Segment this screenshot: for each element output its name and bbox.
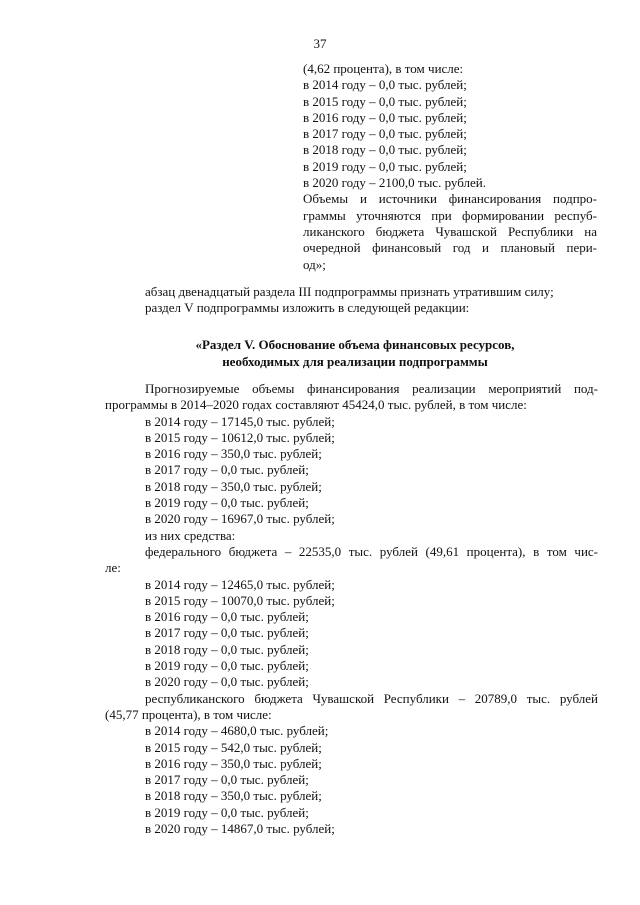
republic-year-line: в 2015 году – 542,0 тыс. рублей;: [145, 739, 322, 755]
amendment-line: абзац двенадцатый раздела III подпрограммы признать утратившим силу;: [145, 284, 554, 299]
republic-year-line: в 2019 году – 0,0 тыс. рублей;: [145, 804, 309, 820]
republic-year-line: в 2014 году – 4680,0 тыс. рублей;: [145, 723, 329, 739]
total-year-line: в 2014 году – 17145,0 тыс. рублей;: [145, 413, 335, 429]
federal-budget-line: ле:: [105, 560, 121, 576]
text-line: граммы уточняются при формировании респуб-: [303, 207, 597, 223]
federal-year-line: в 2015 году – 10070,0 тыс. рублей;: [145, 592, 335, 608]
text-line: од»;: [303, 256, 326, 272]
federal-year-line: в 2014 году – 12465,0 тыс. рублей;: [145, 576, 335, 592]
intro-line: программы в 2014–2020 годах составляют 45424,0 тыс. рублей, в том числе:: [105, 397, 527, 413]
text-line: (4,62 процента), в том числе:: [303, 61, 464, 76]
total-year-line: в 2016 году – 350,0 тыс. рублей;: [145, 446, 322, 462]
republic-year-line: в 2018 году – 350,0 тыс. рублей;: [145, 788, 322, 804]
total-year-line: в 2020 году – 16967,0 тыс. рублей;: [145, 511, 335, 527]
intro-line: Прогнозируемые объемы финансирования реализации мероприятий под-: [145, 381, 598, 396]
text-line: в 2019 году – 0,0 тыс. рублей;: [303, 158, 467, 174]
republic-budget-line: (45,77 процента), в том числе:: [105, 706, 272, 722]
republic-budget-line: республиканского бюджета Чувашской Республики – 20789,0 тыс. рублей: [145, 690, 598, 706]
text-line: в 2018 году – 0,0 тыс. рублей;: [303, 142, 467, 158]
text-line: в 2014 году – 0,0 тыс. рублей;: [303, 77, 467, 93]
total-year-line: в 2018 году – 350,0 тыс. рублей;: [145, 478, 322, 494]
section-heading-line: «Раздел V. Обоснование объема финансовых ресурсов,: [195, 337, 515, 352]
federal-year-line: в 2018 году – 0,0 тыс. рублей;: [145, 641, 309, 657]
total-year-line: в 2017 году – 0,0 тыс. рублей;: [145, 462, 309, 478]
text-line: очередной финансовый год и плановый пери-: [303, 240, 597, 256]
section-heading-line: необходимых для реализации подпрограммы: [222, 354, 488, 369]
republic-year-line: в 2017 году – 0,0 тыс. рублей;: [145, 772, 309, 788]
total-year-line: в 2019 году – 0,0 тыс. рублей;: [145, 495, 309, 511]
text-line: Объемы и источники финансирования подпро-: [303, 191, 597, 207]
text-line: ликанского бюджета Чувашской Республики на: [303, 223, 597, 239]
republic-year-line: в 2020 году – 14867,0 тыс. рублей;: [145, 821, 335, 837]
amendment-line: раздел V подпрограммы изложить в следующей редакции:: [145, 300, 470, 316]
federal-year-line: в 2019 году – 0,0 тыс. рублей;: [145, 658, 309, 674]
upper-financing-block: [303, 61, 597, 273]
federal-year-line: в 2016 году – 0,0 тыс. рублей;: [145, 609, 309, 625]
of-which-line: из них средства:: [145, 527, 236, 543]
text-line: в 2015 году – 0,0 тыс. рублей;: [303, 93, 467, 109]
amendment-paragraphs: [145, 284, 605, 317]
section-body: [105, 381, 598, 837]
federal-year-line: в 2017 году – 0,0 тыс. рублей;: [145, 625, 309, 641]
federal-budget-line: федерального бюджета – 22535,0 тыс. рублей (49,61 процента), в том чис-: [145, 543, 598, 559]
text-line: в 2020 году – 2100,0 тыс. рублей.: [303, 175, 486, 191]
text-line: в 2016 году – 0,0 тыс. рублей;: [303, 109, 467, 125]
text-line: в 2017 году – 0,0 тыс. рублей;: [303, 126, 467, 142]
page-number: 37: [313, 36, 327, 51]
section-heading: [105, 336, 605, 370]
federal-year-line: в 2020 году – 0,0 тыс. рублей;: [145, 674, 309, 690]
total-year-line: в 2015 году – 10612,0 тыс. рублей;: [145, 429, 335, 445]
republic-year-line: в 2016 году – 350,0 тыс. рублей;: [145, 755, 322, 771]
